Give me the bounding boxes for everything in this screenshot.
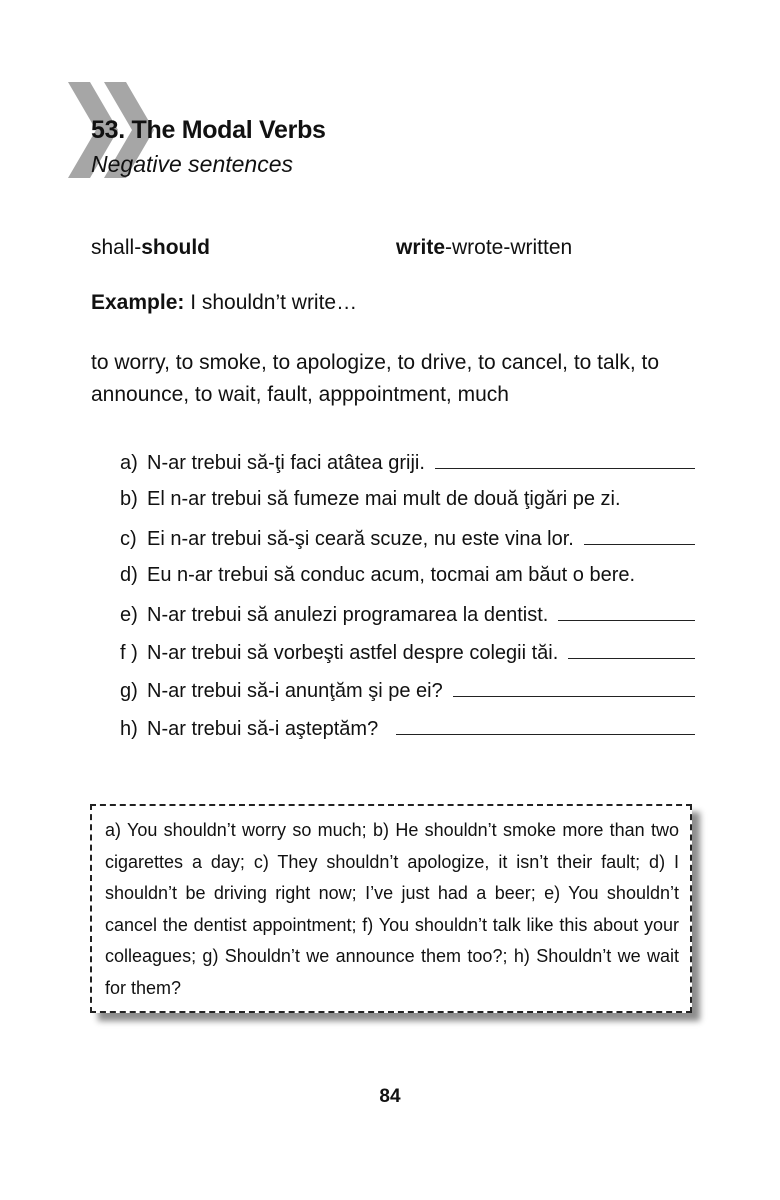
exercise-letter: d) <box>120 564 138 586</box>
exercise-letter: a) <box>120 452 138 474</box>
answer-blank[interactable] <box>558 602 695 621</box>
answer-key-box: a) You shouldn’t worry so much; b) He shouldn’t smoke more than two cigarettes a day; c) They shouldn’t apologize, it isn’t their fault; d) I shouldn’t be driving right now; I’ve just had a beer; e) You shouldn’t cancel the dentist appointment; f) You shouldn’t talk like this about your colleagues; g) Shouldn’t we announce them too?; h) Shouldn’t we wait for them? <box>90 804 692 1013</box>
exercise-text: N-ar trebui să-ţi faci atâtea griji. <box>147 452 425 474</box>
section-subtitle: Negative sentences <box>91 151 294 177</box>
answer-blank[interactable] <box>568 640 695 659</box>
exercise-item-d <box>120 564 695 602</box>
example-label: Example: <box>91 291 185 314</box>
example-text: I shouldn’t write… <box>184 291 358 314</box>
exercise-text: N-ar trebui să-i aşteptăm? <box>147 718 379 740</box>
exercise-text: Ei n-ar trebui să-şi ceară scuze, nu este vina lor. <box>147 528 574 550</box>
exercise-letter: f ) <box>120 642 138 664</box>
modal-verb-forms <box>91 236 210 260</box>
answer-blank[interactable] <box>584 526 695 545</box>
main-verb-bold: write <box>396 236 446 259</box>
section-title: 53. The Modal Verbs <box>91 116 326 144</box>
exercise-text: N-ar trebui să-i anunţăm şi pe ei? <box>147 680 443 702</box>
exercise-item-g <box>120 678 695 716</box>
exercise-letter: e) <box>120 604 138 626</box>
exercise-text: N-ar trebui să vorbeşti astfel despre colegii tăi. <box>147 642 559 664</box>
exercise-item-h <box>120 716 695 754</box>
exercise-text: N-ar trebui să anulezi programarea la dentist. <box>147 604 549 626</box>
exercise-item-e <box>120 602 695 640</box>
answer-blank[interactable] <box>435 450 695 469</box>
exercise-item-b <box>120 488 695 526</box>
modal-verb-plain: shall- <box>91 236 142 259</box>
page-number: 84 <box>379 1086 401 1107</box>
exercise-item-f <box>120 640 695 678</box>
exercise-item-c <box>120 526 695 564</box>
exercise-letter: b) <box>120 488 138 510</box>
answer-blank[interactable] <box>453 678 695 697</box>
exercise-letter: h) <box>120 718 138 740</box>
main-verb-forms <box>396 236 572 260</box>
exercise-list <box>120 450 695 754</box>
main-verb-plain: -wrote-written <box>445 236 573 259</box>
exercise-text: Eu n-ar trebui să conduc acum, tocmai am băut o bere. <box>147 564 636 586</box>
exercise-letter: c) <box>120 528 137 550</box>
modal-verb-bold: should <box>141 236 211 259</box>
exercise-text: El n-ar trebui să fumeze mai mult de două ţigări pe zi. <box>147 488 621 510</box>
exercise-item-a <box>120 450 695 488</box>
example-sentence <box>91 291 357 315</box>
vocabulary-list: to worry, to smoke, to apologize, to drive, to cancel, to talk, to announce, to wait, fault, apppointment, much <box>91 351 660 406</box>
exercise-letter: g) <box>120 680 138 702</box>
answer-blank[interactable] <box>396 716 695 735</box>
